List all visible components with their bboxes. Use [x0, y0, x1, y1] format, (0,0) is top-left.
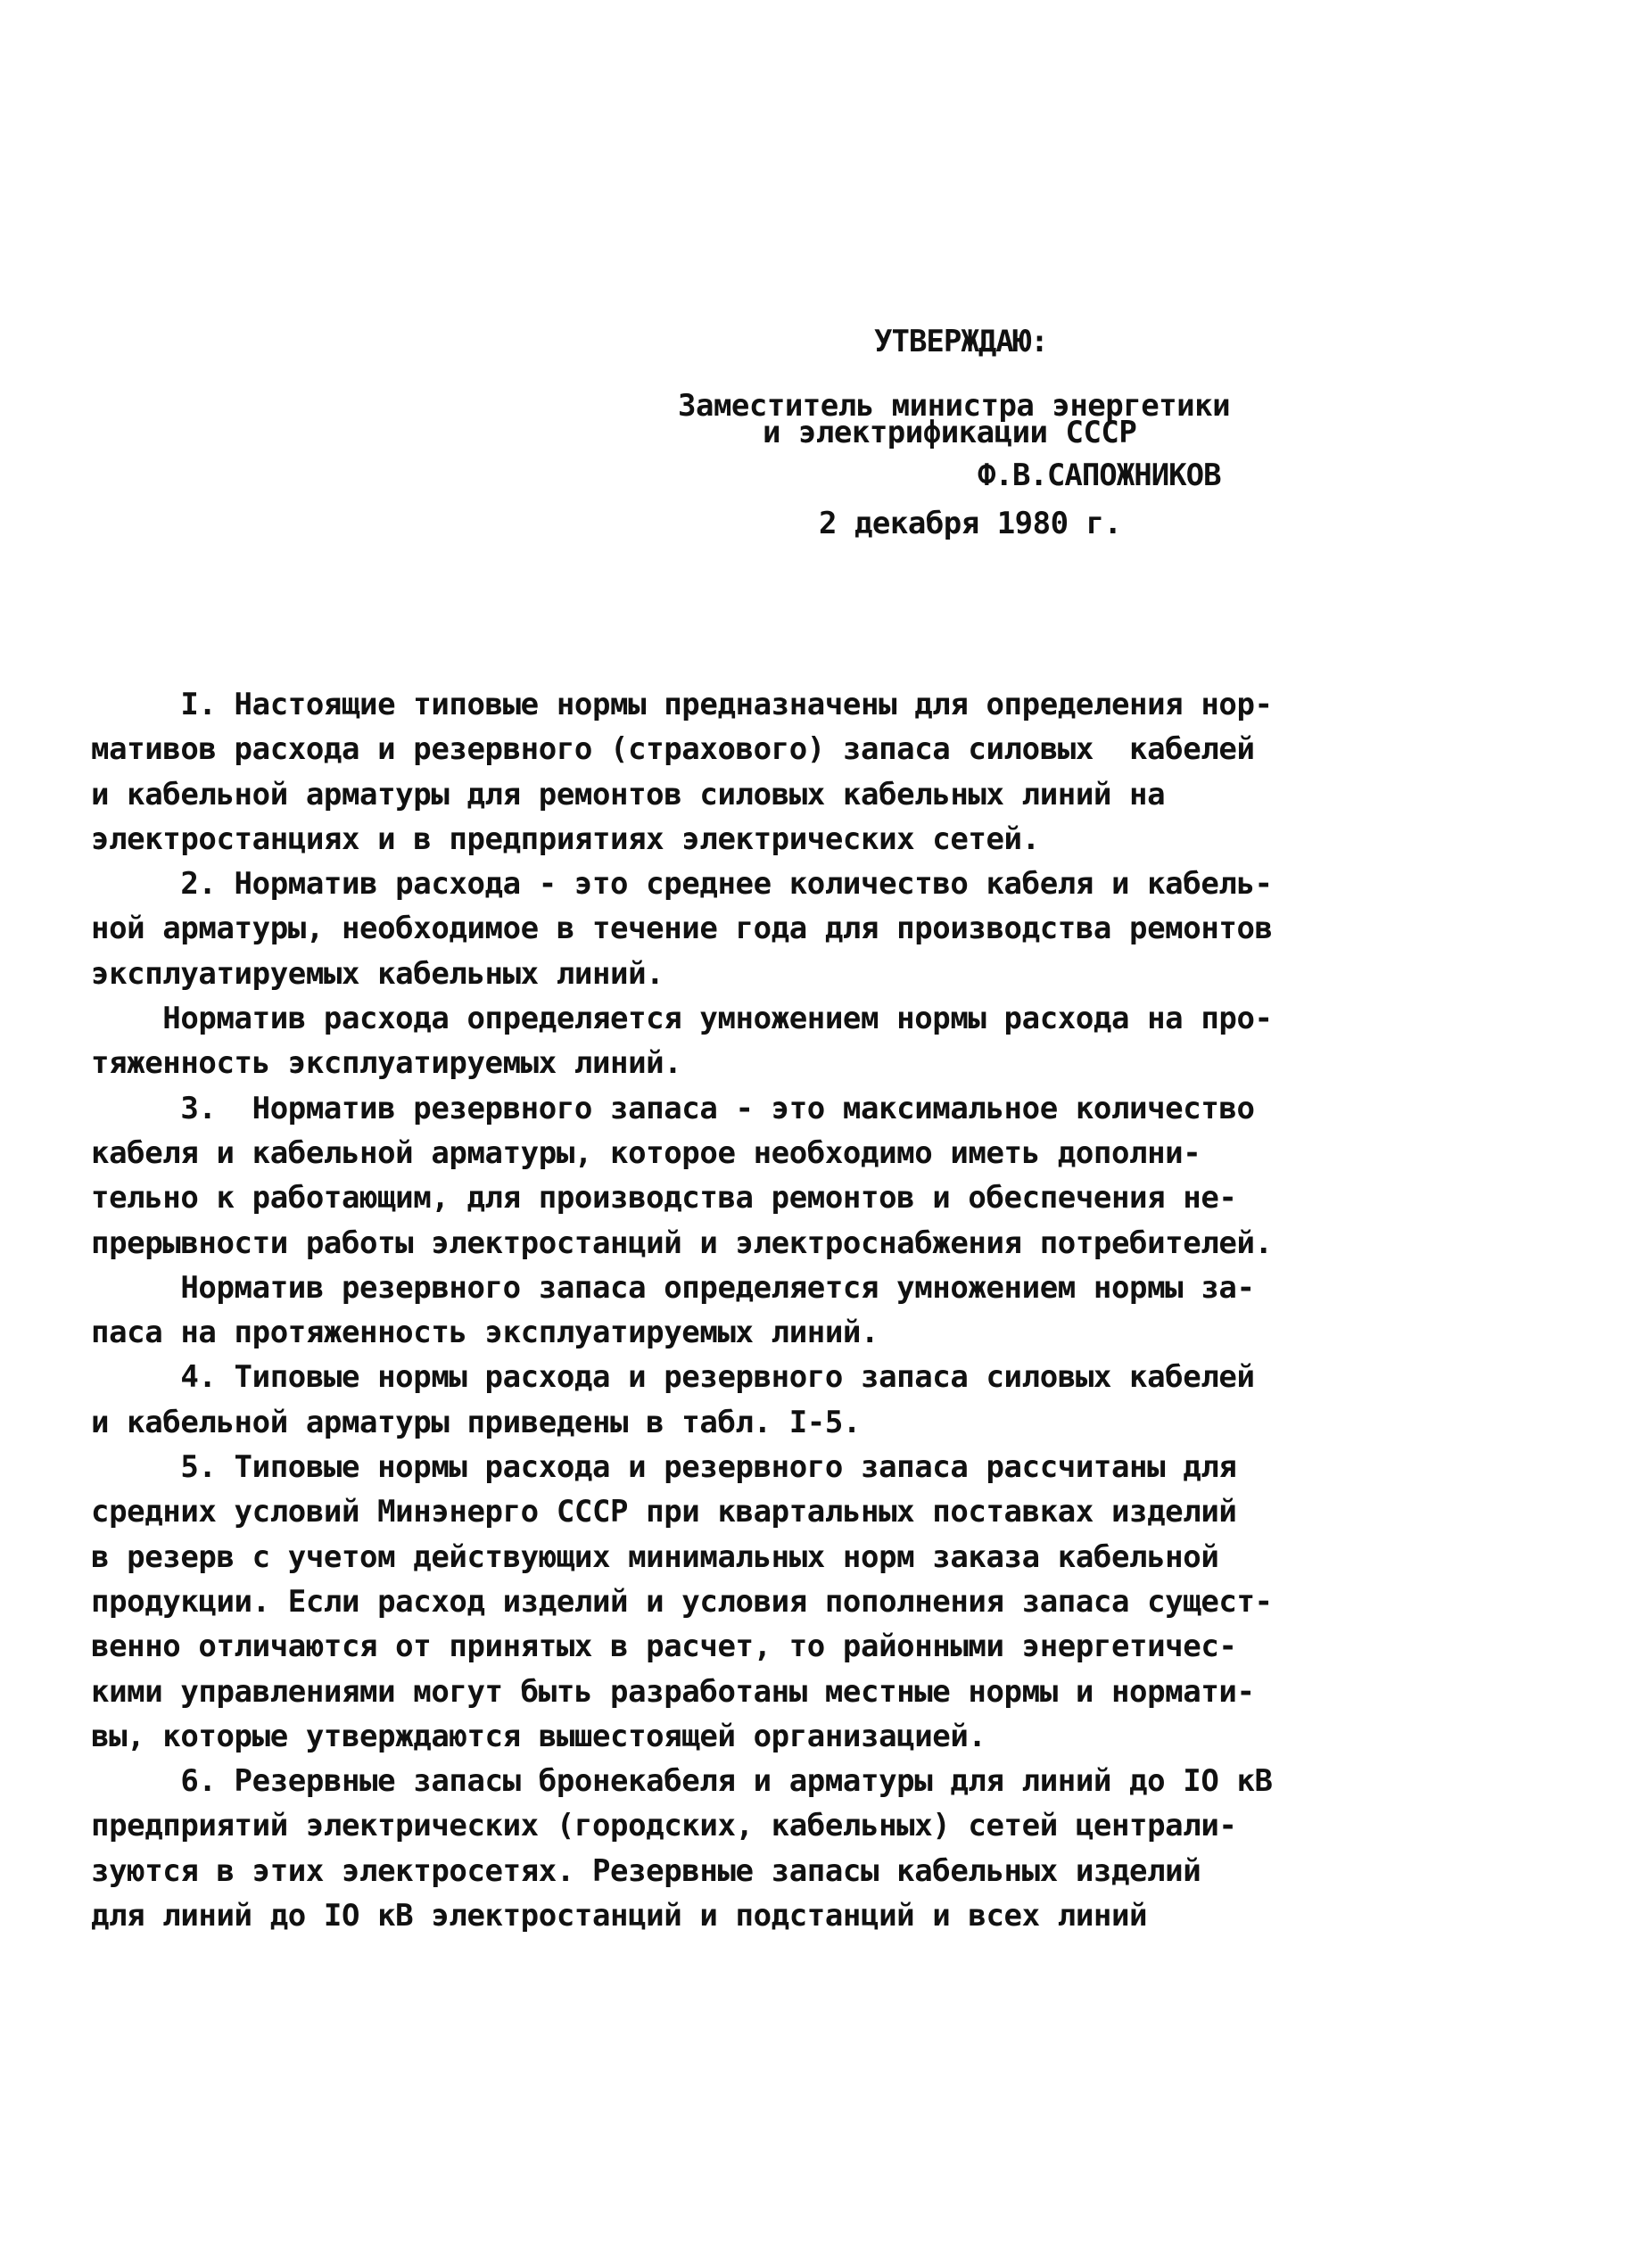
body-line: 4. Типовые нормы расхода и резервного запаса силовых кабелей: [91, 1359, 1255, 1396]
body-line: паса на протяженность эксплуатируемых линий.: [91, 1315, 879, 1351]
body-line: Норматив расхода определяется умножением нормы расхода на про-: [91, 1001, 1273, 1037]
approver-name: Ф.В.САПОЖНИКОВ: [978, 458, 1221, 493]
body-line: вы, которые утверждаются вышестоящей организацией.: [91, 1718, 986, 1754]
body-line: венно отличаются от принятых в расчет, то районными энергетичес-: [91, 1629, 1237, 1665]
body-line: эксплуатируемых кабельных линий.: [91, 955, 664, 992]
approval-date: 2 декабря 1980 г.: [819, 506, 1122, 541]
body-line: I. Настоящие типовые нормы предназначены для определения нор-: [91, 687, 1273, 722]
approver-position-line1: Заместитель министра энергетики: [678, 388, 1231, 424]
body-line: продукции. Если расход изделий и условия пополнения запаса сущест-: [91, 1583, 1273, 1620]
body-line: для линий до IO кВ электростанций и подстанций и всех линий: [91, 1898, 1148, 1934]
body-line: кими управлениями могут быть разработаны местные нормы и нормати-: [91, 1673, 1255, 1710]
body-line: ной арматуры, необходимое в течение года для производства ремонтов: [91, 911, 1273, 947]
body-line: 2. Норматив расхода - это среднее количество кабеля и кабель-: [91, 866, 1273, 903]
body-line: и кабельной арматуры приведены в табл. I-5.: [91, 1404, 861, 1440]
body-line: тельно к работающим, для производства ремонтов и обеспечения не-: [91, 1180, 1237, 1216]
body-line: прерывности работы электростанций и электроснабжения потребителей.: [91, 1225, 1273, 1261]
approver-position-line2: и электрификации СССР: [763, 415, 1137, 450]
body-line: средних условий Минэнерго СССР при квартальных поставках изделий: [91, 1494, 1237, 1530]
body-line: мативов расхода и резервного (страхового) запаса силовых кабелей: [91, 731, 1255, 768]
body-line: электростанциях и в предприятиях электрических сетей.: [91, 821, 1040, 857]
body-line: Норматив резервного запаса определяется умножением нормы за-: [91, 1269, 1255, 1306]
body-line: 5. Типовые нормы расхода и резервного запаса рассчитаны для: [91, 1449, 1237, 1486]
body-text: [91, 682, 1304, 1938]
body-line: предприятий электрических (городских, кабельных) сетей централи-: [91, 1808, 1237, 1844]
approval-heading: УТВЕРЖДАЮ:: [874, 324, 1048, 359]
body-line: тяженность эксплуатируемых линий.: [91, 1045, 682, 1082]
body-line: в резерв с учетом действующих минимальных норм заказа кабельной: [91, 1538, 1219, 1575]
body-line: кабеля и кабельной арматуры, которое необходимо иметь дополни-: [91, 1134, 1201, 1171]
body-line: 6. Резервные запасы бронекабеля и арматуры для линий до IO кВ: [91, 1763, 1273, 1800]
body-line: зуются в этих электросетях. Резервные запасы кабельных изделий: [91, 1852, 1201, 1889]
body-line: и кабельной арматуры для ремонтов силовых кабельных линий на: [91, 776, 1166, 812]
body-line: 3. Норматив резервного запаса - это максимальное количество: [91, 1090, 1255, 1126]
